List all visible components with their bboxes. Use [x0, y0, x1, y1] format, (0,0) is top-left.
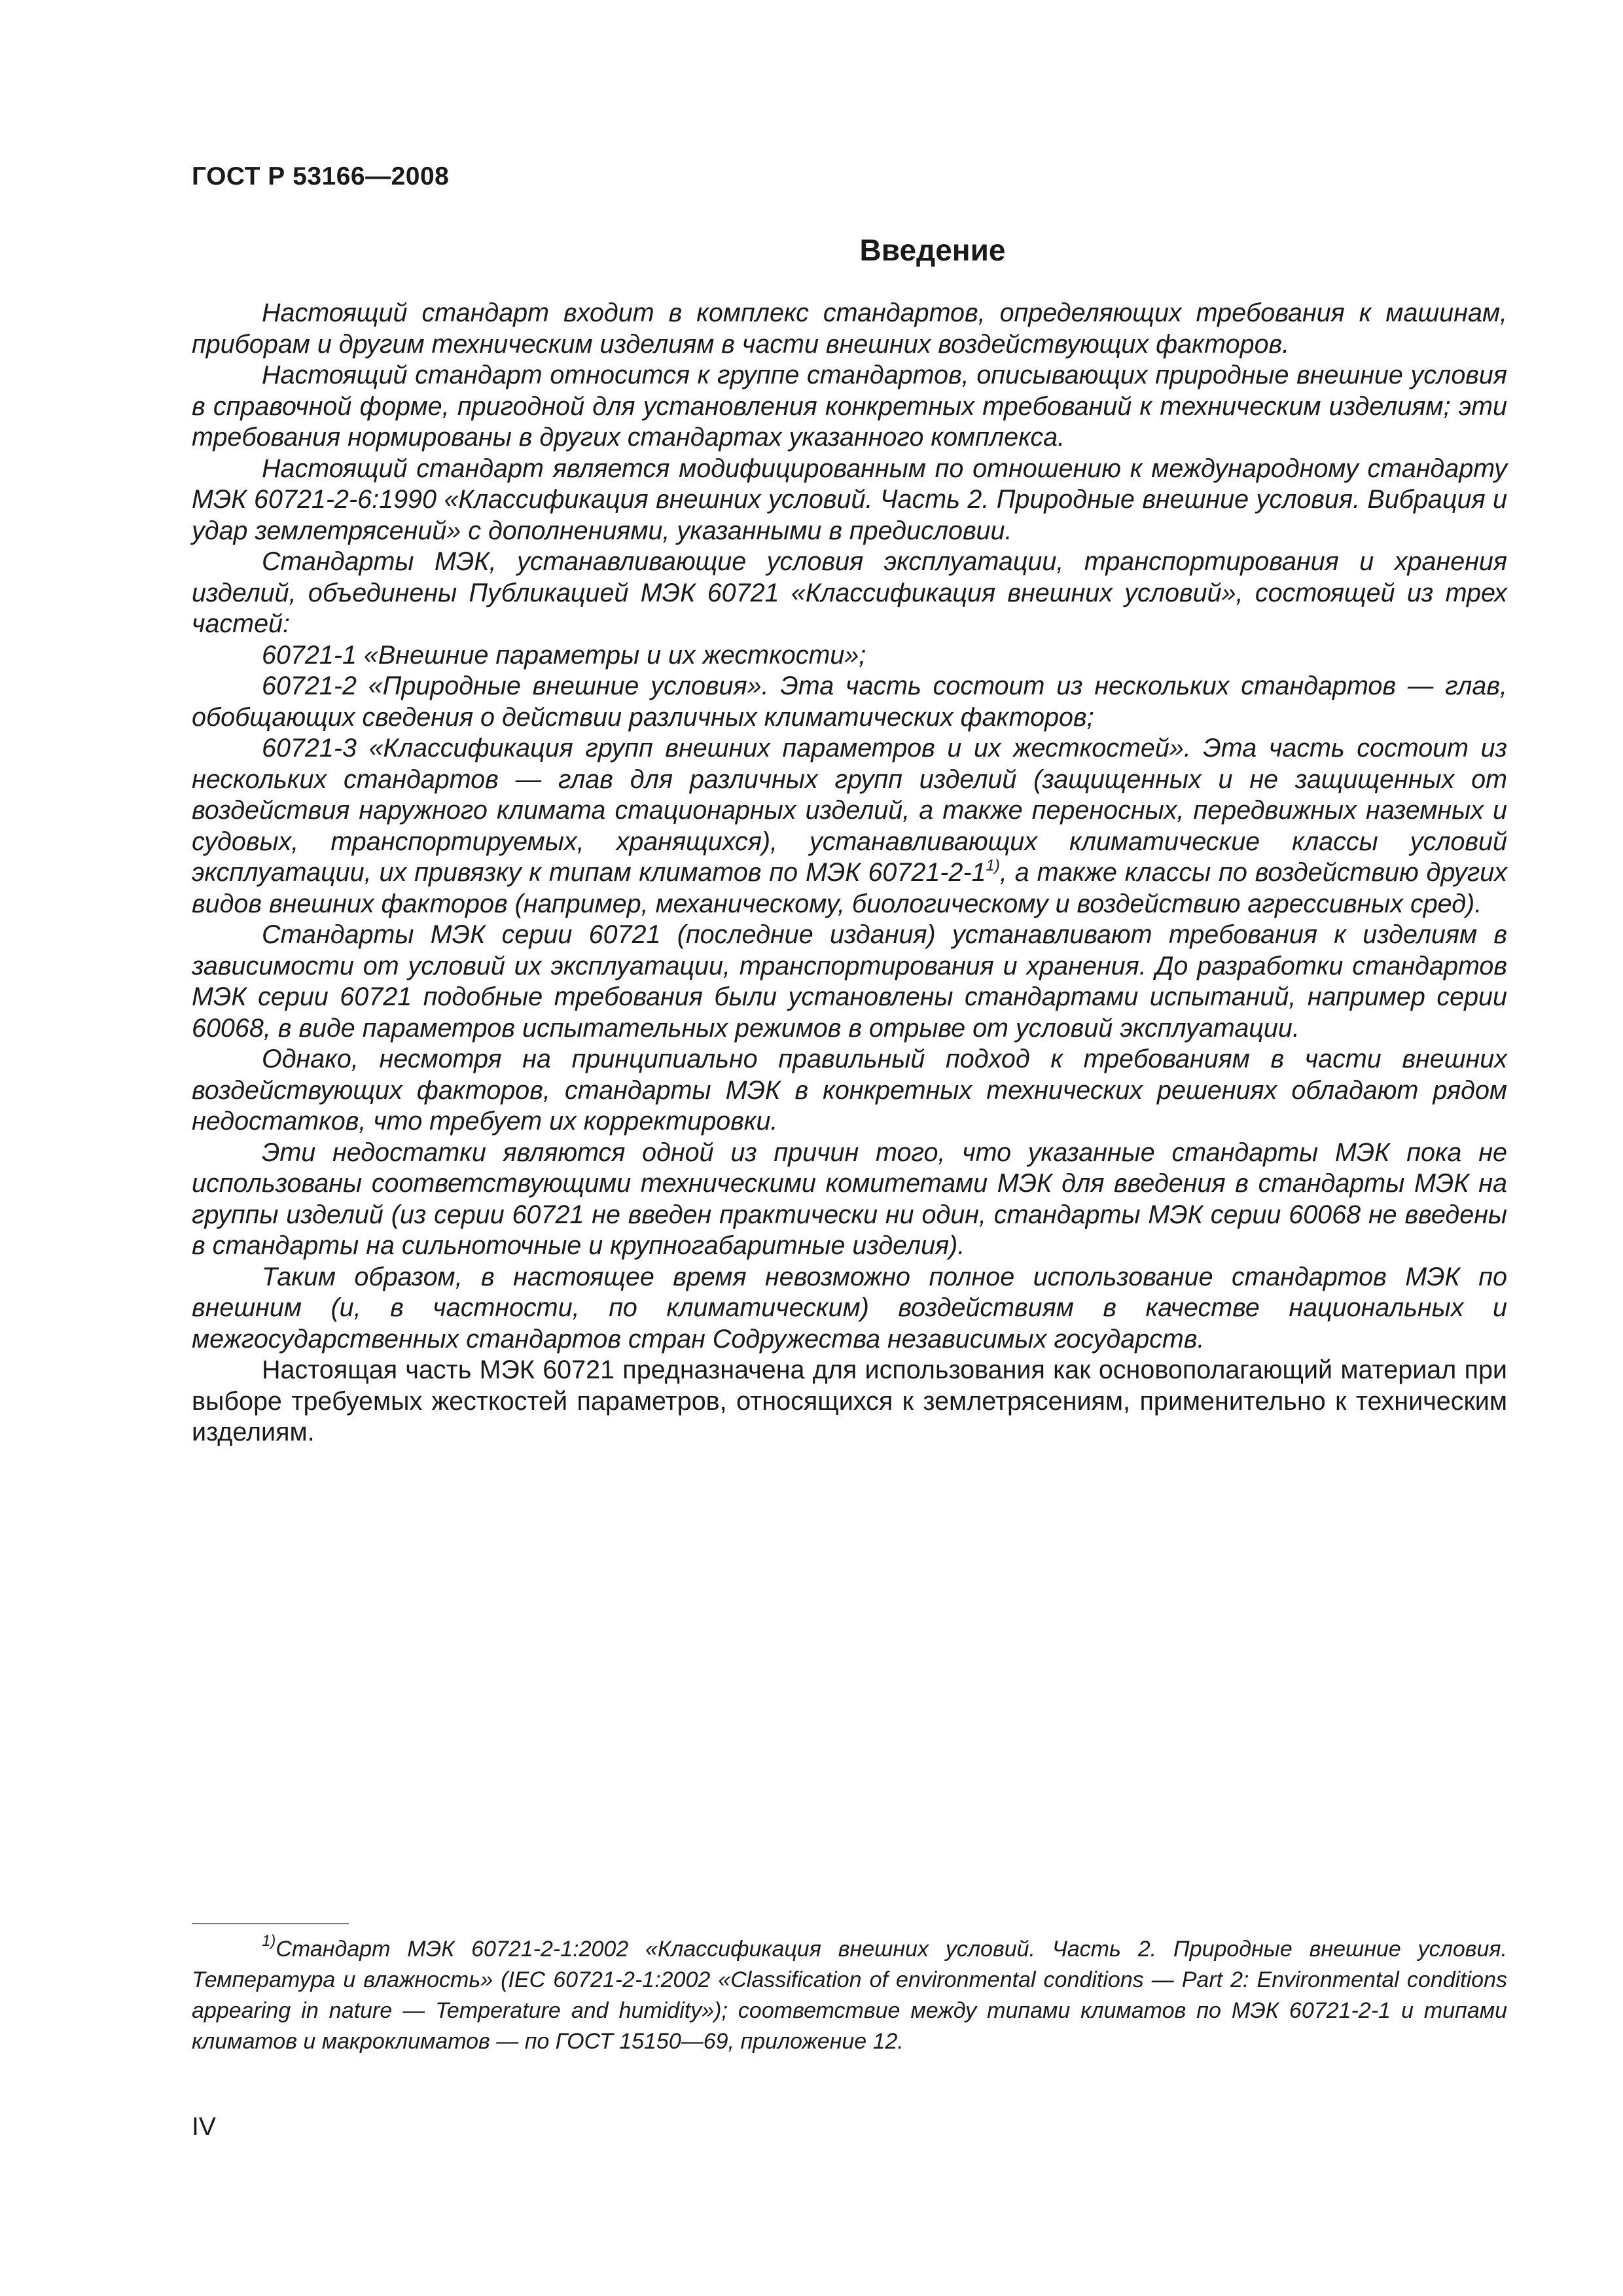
paragraph: Стандарты МЭК, устанавливающие условия эксплуатации, транспортирования и хранения изделий, объединены Публикацией МЭК 60721 «Классификация внешних условий», состоящей из трех частей:	[192, 547, 1507, 638]
paragraph: 60721-1 «Внешние параметры и их жесткости»;	[262, 640, 866, 670]
paragraph	[192, 733, 1507, 920]
paragraph-text: , а также классы по воздействию других видов внешних факторов (например, механическому, биологическому и воздействию агрессивных сред).	[192, 858, 1507, 918]
page-number: IV	[192, 2113, 216, 2141]
footnote	[192, 1934, 1507, 2057]
paragraph: Однако, несмотря на принципиально правильный подход к требованиям в части внешних воздействующих факторов, стандарты МЭК в конкретных технических решениях обладают рядом недостатков, что требует их корректировки.	[192, 1045, 1507, 1136]
footnote-marker: 1)	[262, 1932, 276, 1950]
paragraph: Таким образом, в настоящее время невозможно полное использование стандартов МЭК по внешним (и, в частности, по климатическим) воздействиям в качестве национальных и межгосударственных стандартов стран Содружества независимых государств.	[192, 1262, 1507, 1354]
footnote-text: Стандарт МЭК 60721-2-1:2002 «Классификация внешних условий. Часть 2. Природные внешние условия. Температура и влажность» (IEC 60721-2-1:2002 «Classification of environmental conditions — Part 2: Environmental conditions appearing in nature — Temperature and humidity»); соответствие между типами климатов по МЭК 60721-2-1 и типами климатов и макроклиматов — по ГОСТ 15150—69, приложение 12.	[192, 1937, 1507, 2054]
paragraph: Настоящий стандарт входит в комплекс стандартов, определяющих требования к машинам, приборам и другим техническим изделиям в части внешних воздействующих факторов.	[192, 298, 1507, 359]
introduction-body	[192, 298, 1507, 1448]
footnote-divider	[192, 1923, 349, 1924]
section-title: Введение	[859, 233, 1006, 267]
paragraph: Настоящий стандарт относится к группе стандартов, описывающих природные внешние условия в справочной форме, пригодной для установления конкретных требований к техническим изделиям; эти требования нормированы в других стандартах указанного комплекса.	[192, 361, 1507, 452]
paragraph: Настоящий стандарт является модифицированным по отношению к международному стандарту МЭК 60721-2-6:1990 «Классификация внешних условий. Часть 2. Природные внешние условия. Вибрация и удар землетрясений» с дополнениями, указанными в предисловии.	[192, 454, 1507, 545]
paragraph: Настоящая часть МЭК 60721 предназначена для использования как основополагающий материал при выборе требуемых жесткостей параметров, относящихся к землетрясениям, применительно к техническим изделиям.	[192, 1355, 1507, 1446]
paragraph: Эти недостатки являются одной из причин того, что указанные стандарты МЭК пока не использованы соответствующими техническими комитетами МЭК для введения в стандарты МЭК на группы изделий (из серии 60721 не введен практически ни один, стандарты МЭК серии 60068 не введены в стандарты на сильноточные и крупногабаритные изделия).	[192, 1138, 1507, 1260]
paragraph-text: 60721-3 «Классификация групп внешних параметров и их жесткостей». Эта часть состоит из нескольких стандартов — глав для различных групп изделий (защищенных и не защищенных от воздействия наружного климата стационарных изделий, а также переносных, передвижных наземных и судовых, транспортируемых, хранящихся), устанавливающих климатические классы условий эксплуатации, их привязку к типам климатов по МЭК 60721-2-1	[192, 734, 1507, 887]
footnote-reference: 1)	[986, 857, 1000, 874]
document-code-header: ГОСТ Р 53166—2008	[192, 162, 450, 190]
paragraph: 60721-2 «Природные внешние условия». Эта часть состоит из нескольких стандартов — глав, обобщающих сведения о действии различных климатических факторов;	[192, 672, 1507, 732]
paragraph: Стандарты МЭК серии 60721 (последние издания) устанавливают требования к изделиям в зависимости от условий их эксплуатации, транспортирования и хранения. До разработки стандартов МЭК серии 60721 подобные требования были установлены стандартами испытаний, например серии 60068, в виде параметров испытательных режимов в отрыве от условий эксплуатации.	[192, 920, 1507, 1043]
